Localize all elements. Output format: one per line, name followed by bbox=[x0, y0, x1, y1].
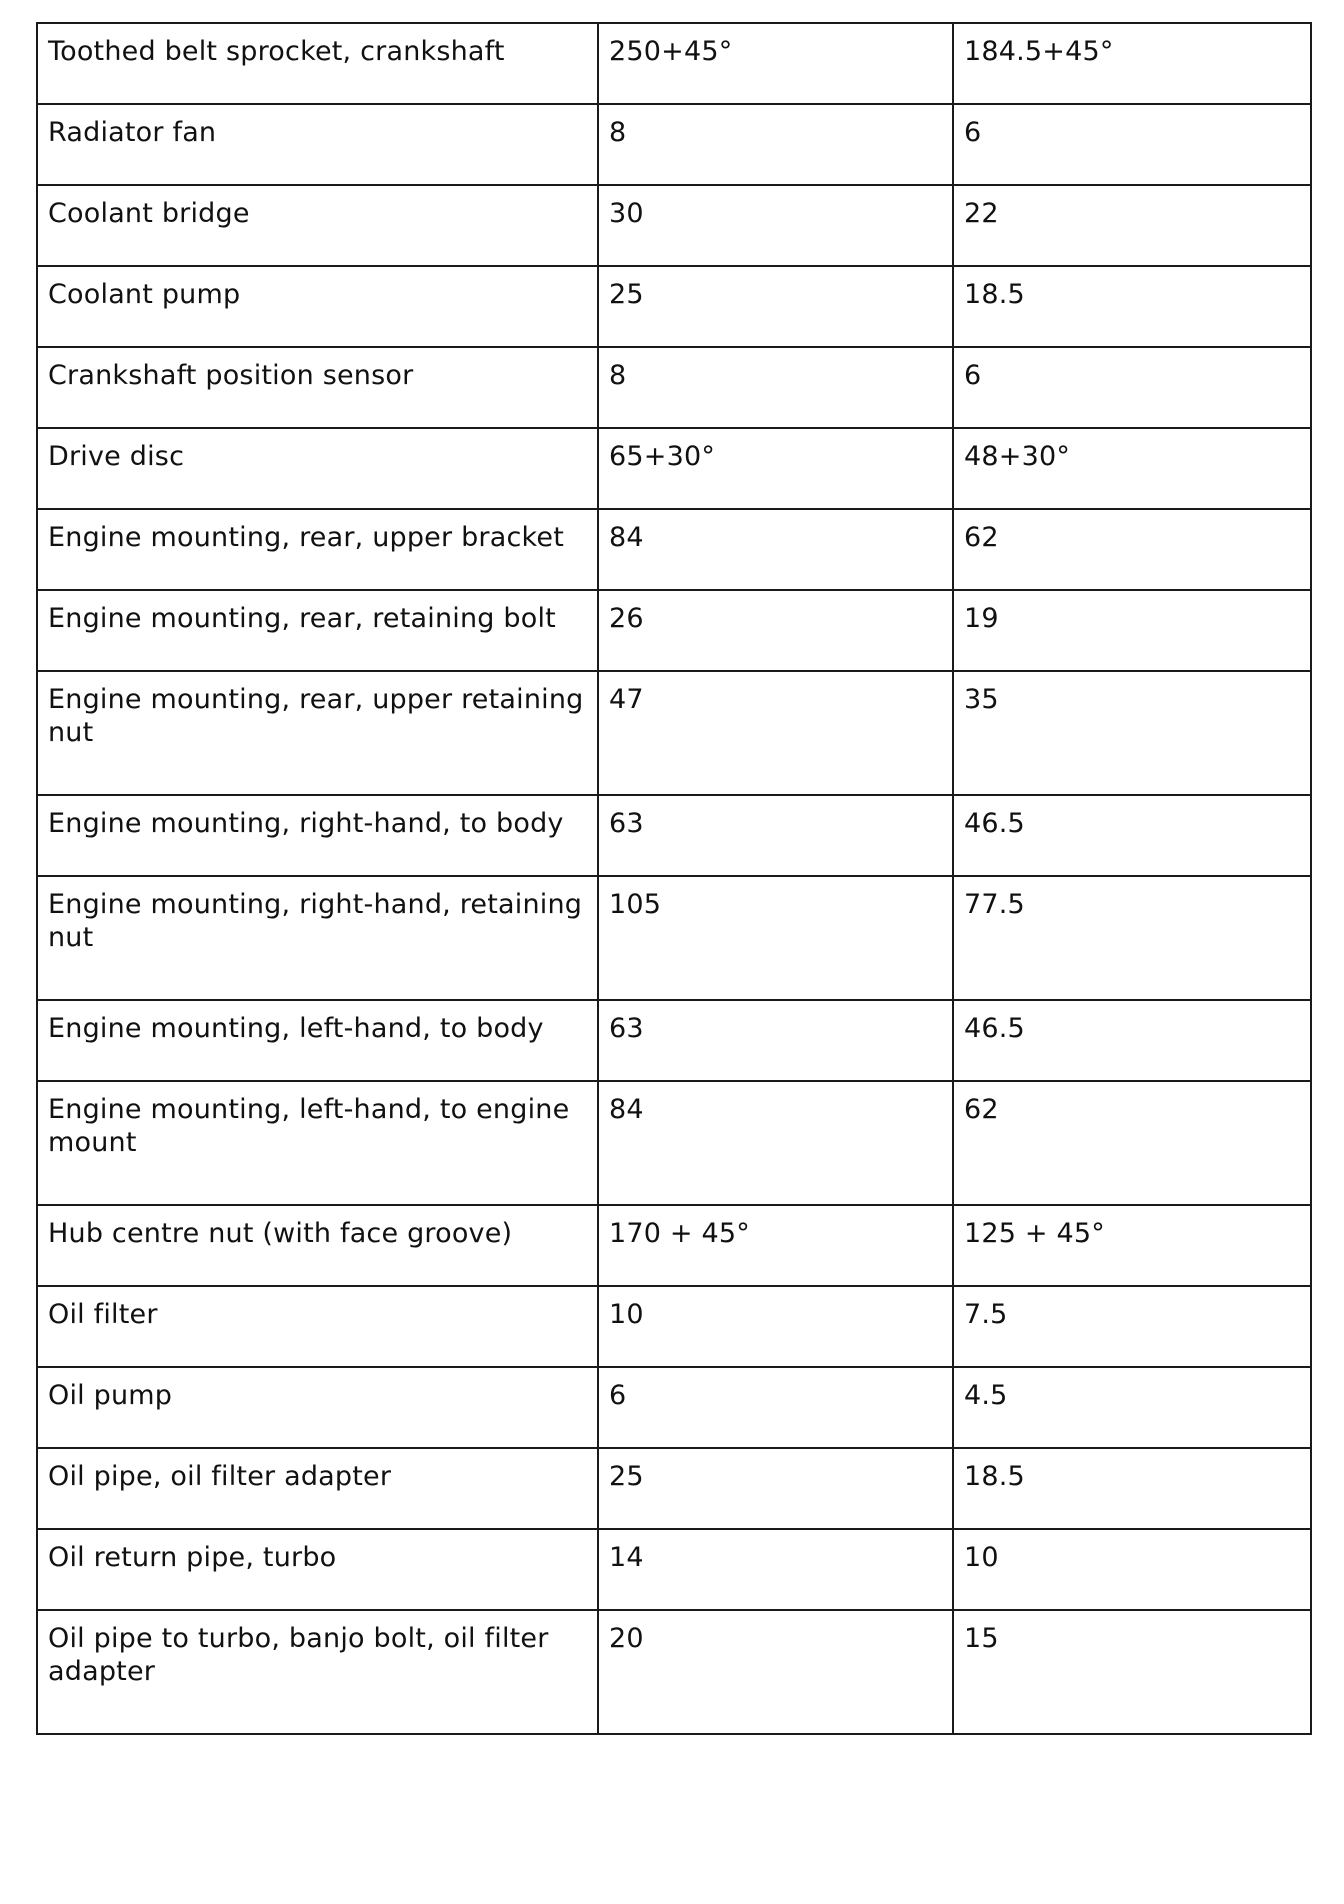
component-cell: Engine mounting, rear, retaining bolt bbox=[37, 590, 598, 671]
table-row bbox=[37, 1610, 1311, 1734]
torque-lbft-cell: 77.5 bbox=[953, 876, 1311, 1000]
torque-lbft-cell: 125 + 45° bbox=[953, 1205, 1311, 1286]
component-cell: Radiator fan bbox=[37, 104, 598, 185]
torque-lbft-cell: 62 bbox=[953, 1081, 1311, 1205]
component-cell: Oil return pipe, turbo bbox=[37, 1529, 598, 1610]
torque-lbft-cell: 6 bbox=[953, 104, 1311, 185]
torque-lbft-cell: 10 bbox=[953, 1529, 1311, 1610]
component-cell: Drive disc bbox=[37, 428, 598, 509]
torque-nm-cell: 25 bbox=[598, 1448, 953, 1529]
torque-lbft-cell: 22 bbox=[953, 185, 1311, 266]
table-row bbox=[37, 795, 1311, 876]
table-row bbox=[37, 266, 1311, 347]
torque-nm-cell: 14 bbox=[598, 1529, 953, 1610]
torque-lbft-cell: 19 bbox=[953, 590, 1311, 671]
component-cell: Oil pipe to turbo, banjo bolt, oil filter adapter bbox=[37, 1610, 598, 1734]
table-row bbox=[37, 104, 1311, 185]
component-cell: Oil pipe, oil filter adapter bbox=[37, 1448, 598, 1529]
table-row bbox=[37, 1529, 1311, 1610]
table-row bbox=[37, 428, 1311, 509]
component-cell: Engine mounting, left-hand, to body bbox=[37, 1000, 598, 1081]
table-row bbox=[37, 1000, 1311, 1081]
torque-nm-cell: 8 bbox=[598, 347, 953, 428]
torque-lbft-cell: 15 bbox=[953, 1610, 1311, 1734]
torque-nm-cell: 170 + 45° bbox=[598, 1205, 953, 1286]
table-row bbox=[37, 1205, 1311, 1286]
torque-nm-cell: 30 bbox=[598, 185, 953, 266]
table-row bbox=[37, 671, 1311, 795]
torque-nm-cell: 8 bbox=[598, 104, 953, 185]
component-cell: Engine mounting, right-hand, to body bbox=[37, 795, 598, 876]
table-row bbox=[37, 1286, 1311, 1367]
torque-nm-cell: 10 bbox=[598, 1286, 953, 1367]
torque-lbft-cell: 48+30° bbox=[953, 428, 1311, 509]
component-cell: Crankshaft position sensor bbox=[37, 347, 598, 428]
component-cell: Toothed belt sprocket, crankshaft bbox=[37, 23, 598, 104]
table-row bbox=[37, 1081, 1311, 1205]
torque-nm-cell: 105 bbox=[598, 876, 953, 1000]
component-cell: Engine mounting, right-hand, retaining nut bbox=[37, 876, 598, 1000]
torque-nm-cell: 84 bbox=[598, 1081, 953, 1205]
torque-lbft-cell: 6 bbox=[953, 347, 1311, 428]
torque-lbft-cell: 46.5 bbox=[953, 1000, 1311, 1081]
component-cell: Hub centre nut (with face groove) bbox=[37, 1205, 598, 1286]
component-cell: Engine mounting, rear, upper retaining nut bbox=[37, 671, 598, 795]
torque-nm-cell: 65+30° bbox=[598, 428, 953, 509]
torque-lbft-cell: 35 bbox=[953, 671, 1311, 795]
table-row bbox=[37, 347, 1311, 428]
torque-nm-cell: 6 bbox=[598, 1367, 953, 1448]
component-cell: Engine mounting, rear, upper bracket bbox=[37, 509, 598, 590]
table-row bbox=[37, 1448, 1311, 1529]
component-cell: Coolant pump bbox=[37, 266, 598, 347]
torque-lbft-cell: 7.5 bbox=[953, 1286, 1311, 1367]
table-row bbox=[37, 590, 1311, 671]
table-row bbox=[37, 509, 1311, 590]
torque-nm-cell: 20 bbox=[598, 1610, 953, 1734]
table-row bbox=[37, 185, 1311, 266]
torque-nm-cell: 47 bbox=[598, 671, 953, 795]
torque-lbft-cell: 46.5 bbox=[953, 795, 1311, 876]
table-row bbox=[37, 1367, 1311, 1448]
torque-nm-cell: 26 bbox=[598, 590, 953, 671]
torque-lbft-cell: 18.5 bbox=[953, 1448, 1311, 1529]
torque-nm-cell: 63 bbox=[598, 1000, 953, 1081]
component-cell: Oil filter bbox=[37, 1286, 598, 1367]
table-row bbox=[37, 876, 1311, 1000]
torque-lbft-cell: 4.5 bbox=[953, 1367, 1311, 1448]
torque-nm-cell: 84 bbox=[598, 509, 953, 590]
component-cell: Engine mounting, left-hand, to engine mount bbox=[37, 1081, 598, 1205]
torque-nm-cell: 25 bbox=[598, 266, 953, 347]
torque-lbft-cell: 18.5 bbox=[953, 266, 1311, 347]
torque-nm-cell: 250+45° bbox=[598, 23, 953, 104]
torque-nm-cell: 63 bbox=[598, 795, 953, 876]
table-row bbox=[37, 23, 1311, 104]
torque-table bbox=[36, 22, 1312, 1735]
torque-lbft-cell: 184.5+45° bbox=[953, 23, 1311, 104]
component-cell: Coolant bridge bbox=[37, 185, 598, 266]
component-cell: Oil pump bbox=[37, 1367, 598, 1448]
torque-lbft-cell: 62 bbox=[953, 509, 1311, 590]
